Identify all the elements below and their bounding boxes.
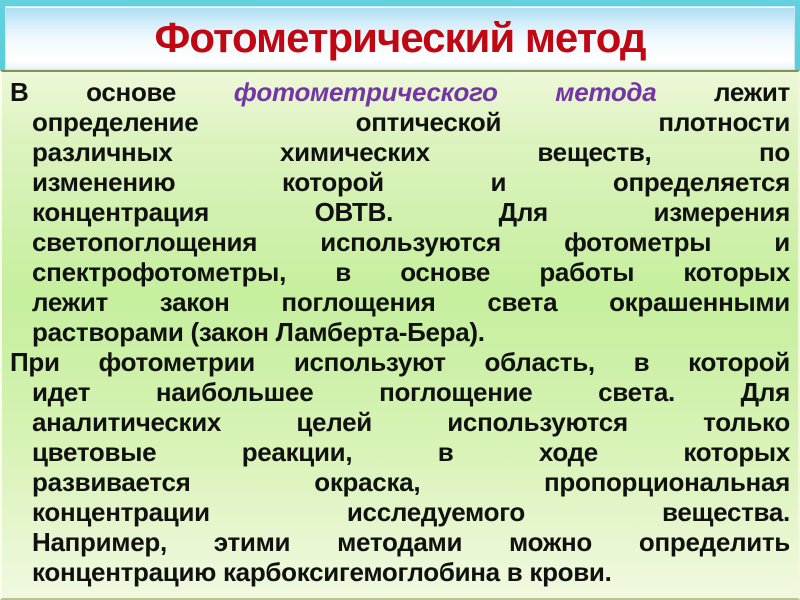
body-text-segment: различных химических веществ, по bbox=[32, 137, 790, 167]
body-line bbox=[2, 317, 790, 347]
slide-title: Фотометрический метод bbox=[154, 14, 646, 61]
body-text-segment: спектрофотометры, в основе работы которых bbox=[32, 257, 790, 287]
body-text-segment: лежит закон поглощения света окрашенными bbox=[32, 287, 790, 317]
body-text-segment: растворами (закон Ламберта-Бера). bbox=[32, 317, 485, 347]
body-text-segment: развивается окраска, пропорциональная bbox=[32, 467, 790, 497]
body-line bbox=[2, 197, 790, 227]
body-text-segment: концентрация ОВТВ. Для измерения bbox=[32, 197, 790, 227]
body-line bbox=[2, 137, 790, 167]
body-line bbox=[2, 227, 790, 257]
body-line bbox=[2, 467, 790, 497]
body-line bbox=[2, 347, 790, 377]
body-line bbox=[2, 77, 790, 107]
accent-phrase: фотометрического метода bbox=[233, 77, 657, 107]
body-line bbox=[2, 377, 790, 407]
body-text-segment: Например, этими методами можно определить bbox=[32, 527, 790, 557]
body-text-segment: светопоглощения используются фотометры и bbox=[32, 227, 790, 257]
body-panel bbox=[0, 70, 800, 600]
title-bar bbox=[5, 6, 795, 70]
body-text-segment: концентрацию карбоксигемоглобина в крови. bbox=[32, 557, 612, 587]
body-line bbox=[2, 407, 790, 437]
body-text-segment: лежит bbox=[656, 77, 790, 107]
body-line bbox=[2, 167, 790, 197]
body-text-segment: цветовые реакции, в ходе которых bbox=[32, 437, 790, 467]
body-line bbox=[2, 557, 790, 587]
body-line bbox=[2, 527, 790, 557]
body-line bbox=[2, 257, 790, 287]
body-text-segment: идет наибольшее поглощение света. Для bbox=[32, 377, 790, 407]
body-text-segment: В основе bbox=[10, 77, 234, 107]
body-text-segment: концентрации исследуемого вещества. bbox=[32, 497, 790, 527]
body-line bbox=[2, 107, 790, 137]
body-text-segment: определение оптической плотности bbox=[32, 107, 790, 137]
body-line bbox=[2, 287, 790, 317]
body-text-segment: При фотометрии используют область, в которой bbox=[10, 347, 790, 377]
body-line bbox=[2, 437, 790, 467]
body-text-segment: изменению которой и определяется bbox=[32, 167, 790, 197]
body-text-segment: аналитических целей используются только bbox=[32, 407, 790, 437]
body-line bbox=[2, 497, 790, 527]
